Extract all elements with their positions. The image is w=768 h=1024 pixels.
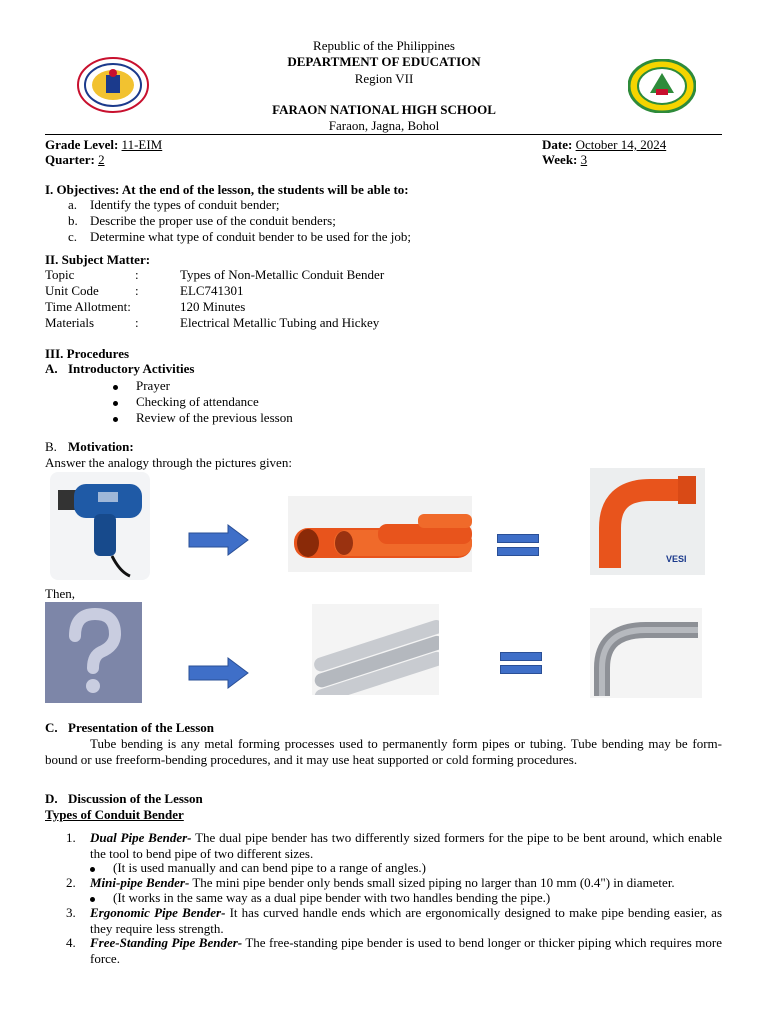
orange-elbow-icon [590,468,705,575]
then-text: Then, [45,586,75,601]
quarter: Quarter: 2 [45,152,105,167]
bullet-icon [113,394,118,410]
metal-conduits-icon [312,604,439,695]
intro-item: Review of the previous lesson [136,410,293,425]
bullet-icon [90,860,95,876]
intro-item: Checking of attendance [136,394,259,409]
header-line1: Republic of the Philippines [313,38,455,53]
bullet-icon [113,410,118,426]
grade-level: Grade Level: 11-EIM [45,137,163,152]
section-b-heading: Motivation: [68,439,134,454]
item-number: 4. [66,935,76,950]
discussion-item: Ergonomic Pipe Bender- It has curved handle ends which are ergonomically designed to make pipe bending easier, as they require less strength. [90,905,722,936]
week: Week: 3 [542,152,588,167]
discussion-subnote: (It works in the same way as a dual pipe bender with two handles bending the pipe.) [113,890,551,905]
discussion-subnote: (It is used manually and can bend pipe to a range of angles.) [113,860,426,875]
topic-value: Types of Non-Metallic Conduit Bender [180,267,385,282]
vesi-logo: VESI [666,554,687,564]
materials-value: Electrical Metallic Tubing and Hickey [180,315,380,330]
section-d-heading: Discussion of the Lesson [68,791,203,806]
equals-sign-icon [497,534,539,560]
section-a-heading: Introductory Activities [68,361,195,376]
metal-elbow-icon [590,608,702,698]
time-label: Time Allotment: [45,299,131,314]
section-c-heading: Presentation of the Lesson [68,720,215,735]
date: Date: October 14, 2024 [542,137,667,152]
right-arrow-icon [188,657,250,693]
heat-gun-icon [50,472,150,580]
equals-sign-icon [500,652,542,678]
right-arrow-icon [188,524,250,560]
unit-code-sep: : [135,283,139,298]
unit-code-label: Unit Code [45,283,99,298]
header-dept: DEPARTMENT OF EDUCATION [287,54,481,69]
discussion-item: Mini-pipe Bender- The mini pipe bender only bends small sized piping no larger than 10 mm (0.4") in diameter. [90,875,675,890]
presentation-text: Tube bending is any metal forming processes used to permanently form pipes or tubing. Tube bending may be form-bound or use freeform-bending procedures, and it may use heat supported or cold forming procedures. [45,736,722,767]
bullet-icon [90,890,95,906]
header-divider [45,134,722,135]
section-b-marker: B. [45,439,57,454]
motivation-text: Answer the analogy through the pictures given: [45,455,292,470]
objective-item: Determine what type of conduit bender to be used for the job; [90,229,411,244]
unit-code-value: ELC741301 [180,283,244,298]
header-region: Region VII [354,71,414,86]
objective-marker: c. [68,229,78,244]
bullet-icon [113,378,118,394]
intro-item: Prayer [136,378,170,393]
procedures-heading: III. Procedures [45,346,130,361]
item-number: 3. [66,905,76,920]
section-c-marker: C. [45,720,58,735]
topic-sep: : [135,267,139,282]
section-d-marker: D. [45,791,58,806]
school-name: FARAON NATIONAL HIGH SCHOOL [272,102,496,117]
section-d-subheading: Types of Conduit Bender [45,807,184,822]
topic-label: Topic [45,267,75,282]
objective-item: Describe the proper use of the conduit benders; [90,213,336,228]
orange-pipes-icon [288,496,472,572]
materials-sep: : [135,315,139,330]
school-address: Faraon, Jagna, Bohol [328,118,440,133]
item-number: 2. [66,875,76,890]
item-number: 1. [66,830,76,845]
objective-marker: b. [68,213,78,228]
discussion-item: Free-Standing Pipe Bender- The free-standing pipe bender is used to bend longer or thicker piping which requires more force. [90,935,722,966]
discussion-item: Dual Pipe Bender- The dual pipe bender has two differently sized formers for the pipe to be bent around, which enable the tool to bend pipe of two different sizes. [90,830,722,861]
section-a-marker: A. [45,361,58,376]
objective-item: Identify the types of conduit bender; [90,197,280,212]
objective-marker: a. [68,197,78,212]
objectives-heading: I. Objectives: At the end of the lesson, the students will be able to: [45,182,409,197]
materials-label: Materials [45,315,95,330]
time-value: 120 Minutes [180,299,246,314]
question-mark-icon [45,602,142,703]
subject-heading: II. Subject Matter: [45,252,151,267]
